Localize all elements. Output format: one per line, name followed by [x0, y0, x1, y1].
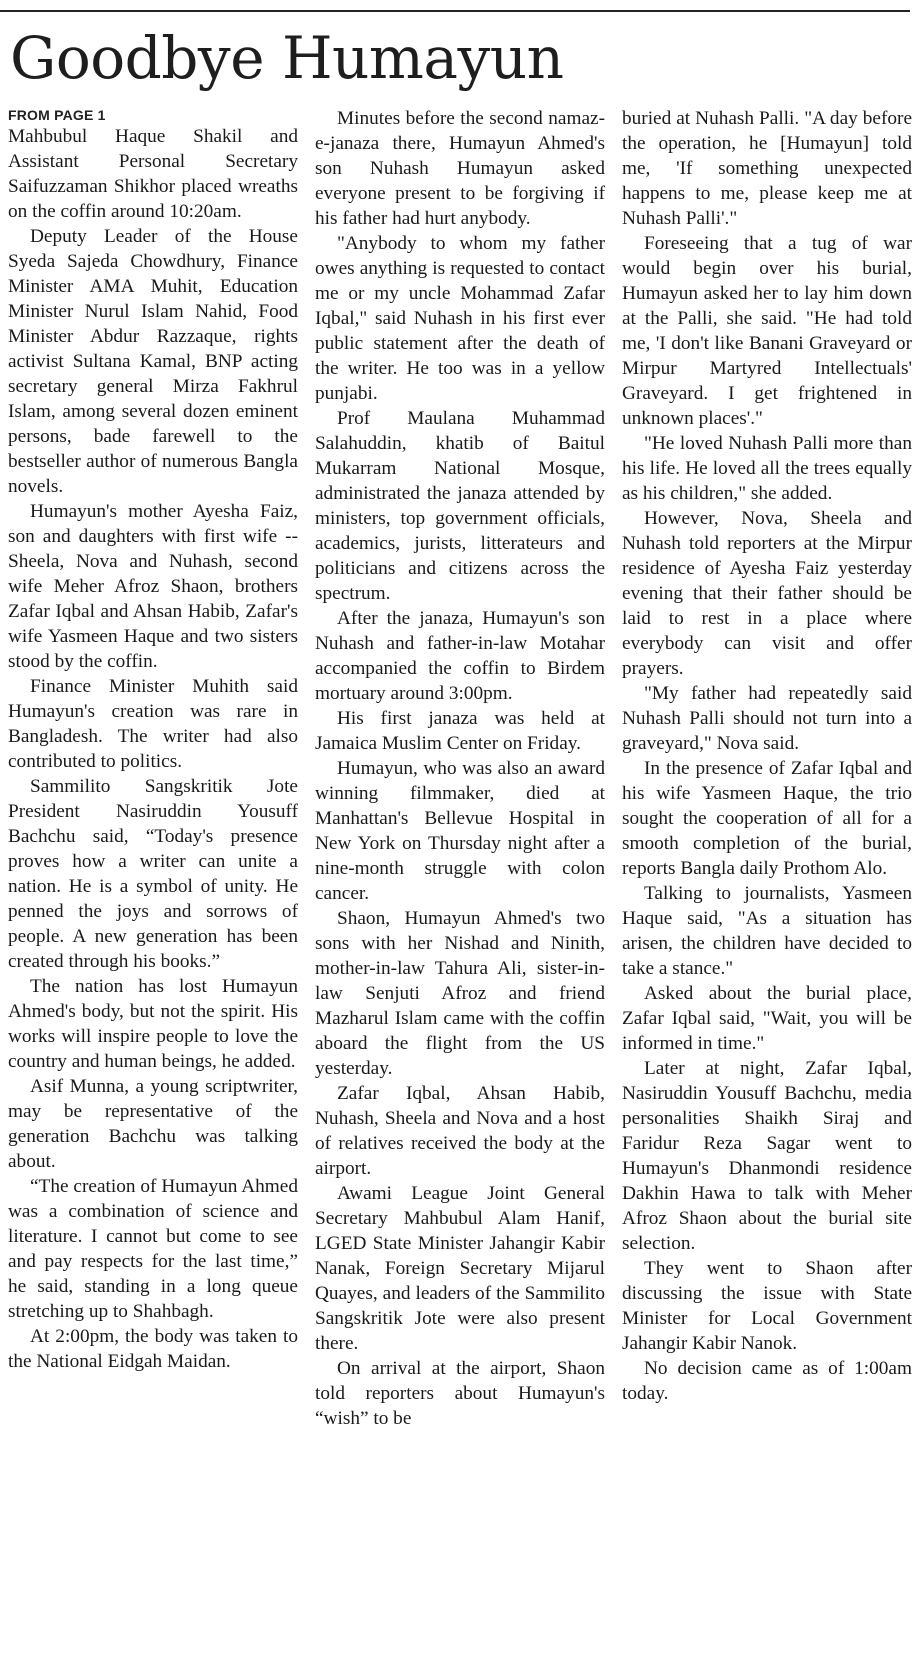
paragraph: Asked about the burial place, Zafar Iqbal said, "Wait, you will be informed in time.": [622, 983, 912, 1054]
paragraph: Finance Minister Muhith said Humayun's creation was rare in Bangladesh. The writer had also contributed to politics.: [8, 676, 298, 772]
kicker: FROM PAGE 1: [8, 107, 106, 123]
top-clipped-strip: [0, 0, 910, 8]
column-2: [315, 106, 605, 1656]
paragraph: After the janaza, Humayun's son Nuhash and father-in-law Motahar accompanied the coffin to Birdem mortuary around 3:00pm.: [315, 608, 605, 704]
paragraph: Sammilito Sangskritik Jote President Nasiruddin Yousuff Bachchu said, “Today's presence proves how a writer can unite a nation. He is a symbol of unity. He penned the joys and sorrows of people. A new generation has been created through his books.”: [8, 776, 298, 972]
paragraph: Awami League Joint General Secretary Mahbubul Alam Hanif, LGED State Minister Jahangir Kabir Nanak, Foreign Secretary Mijarul Quayes, and leaders of the Sammilito Sangskritik Jote were also present there.: [315, 1183, 605, 1354]
paragraph: Foreseeing that a tug of war would begin over his burial, Humayun asked her to lay him down at the Palli, she said. "He had told me, 'I don't like Banani Graveyard or Mirpur Martyred Intellectuals' Graveyard. I get frightened in unknown places'.": [622, 233, 912, 429]
paragraph: Minutes before the second namaz-e-janaza there, Humayun Ahmed's son Nuhash Humayun asked everyone present to be forgiving if his father had hurt anybody.: [315, 108, 605, 229]
paragraph: Mahbubul Haque Shakil and Assistant Personal Secretary Saifuzzaman Shikhor placed wreaths on the coffin around 10:20am.: [8, 126, 298, 222]
paragraph: At 2:00pm, the body was taken to the National Eidgah Maidan.: [8, 1326, 298, 1372]
paragraph: Shaon, Humayun Ahmed's two sons with her Nishad and Ninith, mother-in-law Tahura Ali, sister-in-law Senjuti Afroz and friend Mazharul Islam came with the coffin aboard the flight from the US yesterday.: [315, 908, 605, 1079]
paragraph: His first janaza was held at Jamaica Muslim Center on Friday.: [315, 708, 605, 754]
paragraph: However, Nova, Sheela and Nuhash told reporters at the Mirpur residence of Ayesha Faiz yesterday evening that their father should be laid to rest in a place where everybody can visit and offer prayers.: [622, 508, 912, 679]
paragraph: “The creation of Humayun Ahmed was a combination of science and literature. I cannot but come to see and pay respects for the last time,” he said, standing in a long queue stretching up to Shahbagh.: [8, 1176, 298, 1322]
top-rule: [0, 10, 910, 12]
paragraph: Talking to journalists, Yasmeen Haque said, "As a situation has arisen, the children have decided to take a stance.": [622, 883, 912, 979]
paragraph: Humayun's mother Ayesha Faiz, son and daughters with first wife -- Sheela, Nova and Nuhash, second wife Meher Afroz Shaon, brothers Zafar Iqbal and Ahsan Habib, Zafar's wife Yasmeen Haque and two sisters stood by the coffin.: [8, 501, 298, 672]
paragraph: They went to Shaon after discussing the issue with State Minister for Local Government Jahangir Kabir Nanok.: [622, 1258, 912, 1354]
column-1: [8, 106, 298, 1656]
paragraph: Prof Maulana Muhammad Salahuddin, khatib of Baitul Mukarram National Mosque, administrated the janaza attended by ministers, top government officials, academics, jurists, litterateurs and politicians and citizens across the spectrum.: [315, 408, 605, 604]
paragraph: Humayun, who was also an award winning filmmaker, died at Manhattan's Bellevue Hospital in New York on Thursday night after a nine-month struggle with colon cancer.: [315, 758, 605, 904]
paragraph: In the presence of Zafar Iqbal and his wife Yasmeen Haque, the trio sought the cooperation of all for a smooth completion of the burial, reports Bangla daily Prothom Alo.: [622, 758, 912, 879]
paragraph: Later at night, Zafar Iqbal, Nasiruddin Yousuff Bachchu, media personalities Shaikh Siraj and Faridur Reza Sagar went to Humayun's Dhanmondi residence Dakhin Hawa to talk with Meher Afroz Shaon about the burial site selection.: [622, 1058, 912, 1254]
paragraph: Asif Munna, a young scriptwriter, may be representative of the generation Bachchu was talking about.: [8, 1076, 298, 1172]
paragraph: "Anybody to whom my father owes anything is requested to contact me or my uncle Mohammad Zafar Iqbal," said Nuhash in his first ever public statement after the death of the writer. He too was in a yellow punjabi.: [315, 233, 605, 404]
paragraph: buried at Nuhash Palli. "A day before the operation, he [Humayun] told me, 'If something unexpected happens to me, please keep me at Nuhash Palli'.": [622, 108, 912, 229]
paragraph: Zafar Iqbal, Ahsan Habib, Nuhash, Sheela and Nova and a host of relatives received the body at the airport.: [315, 1083, 605, 1179]
article-body: [8, 106, 913, 1656]
paragraph: Deputy Leader of the House Syeda Sajeda Chowdhury, Finance Minister AMA Muhit, Education Minister Nurul Islam Nahid, Food Minister Abdur Razzaque, rights activist Sultana Kamal, BNP acting secretary general Mirza Fakhrul Islam, among several dozen eminent persons, bade farewell to the bestseller author of numerous Bangla novels.: [8, 226, 298, 497]
column-3: [622, 106, 912, 1656]
paragraph: The nation has lost Humayun Ahmed's body, but not the spirit. His works will inspire people to love the country and human beings, he added.: [8, 976, 298, 1072]
paragraph: "My father had repeatedly said Nuhash Palli should not turn into a graveyard," Nova said.: [622, 683, 912, 754]
paragraph: No decision came as of 1:00am today.: [622, 1358, 912, 1404]
headline: Goodbye Humayun: [10, 24, 564, 92]
paragraph: "He loved Nuhash Palli more than his life. He loved all the trees equally as his children," she added.: [622, 433, 912, 504]
paragraph: On arrival at the airport, Shaon told reporters about Humayun's “wish” to be: [315, 1358, 605, 1429]
